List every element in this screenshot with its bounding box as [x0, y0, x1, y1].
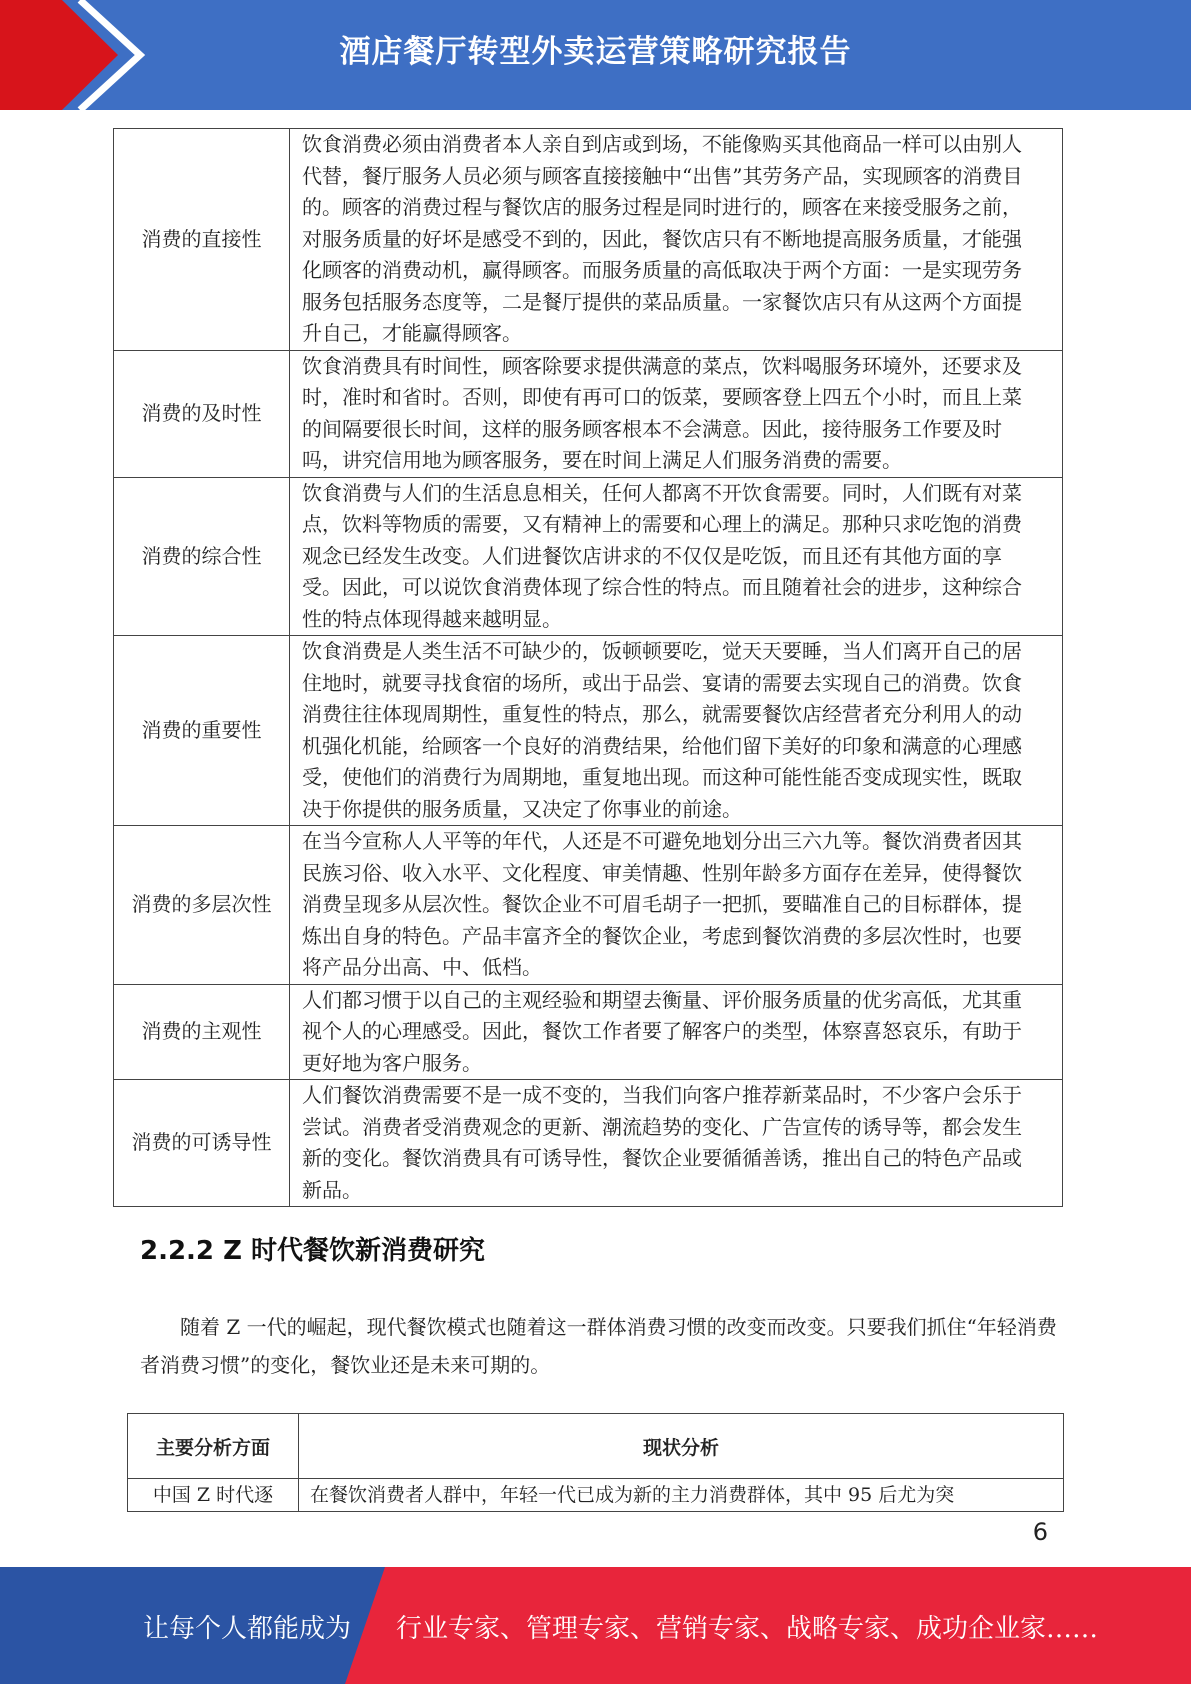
category-cell: 消费的及时性	[114, 350, 290, 477]
column-header: 主要分析方面	[128, 1414, 299, 1479]
column-header: 现状分析	[299, 1414, 1064, 1479]
table-row	[114, 984, 1063, 1080]
footer-slogan-left: 让每个人都能成为	[143, 1614, 352, 1644]
category-cell: 消费的重要性	[114, 636, 290, 826]
table-row	[114, 636, 1063, 826]
table-header-row	[128, 1414, 1064, 1479]
description-cell: 饮食消费与人们的生活息息相关，任何人都离不开饮食需要。同时，人们既有对菜点，饮料等物质的需要，又有精神上的需要和心理上的满足。那种只求吃饱的消费观念已经发生改变。人们进餐饮店讲求的不仅仅是吃饭，而且还有其他方面的享受。因此，可以说饮食消费体现了综合性的特点。而且随着社会的进步，这种综合性的特点体现得越来越明显。	[290, 477, 1063, 636]
category-cell: 消费的多层次性	[114, 826, 290, 985]
page-header	[0, 0, 1191, 110]
page-number: 6	[1032, 1518, 1048, 1546]
footer-slogan-right: 行业专家、管理专家、营销专家、战略专家、成功企业家……	[396, 1614, 1099, 1644]
table-row	[114, 350, 1063, 477]
table-row	[114, 129, 1063, 351]
table-row	[114, 1080, 1063, 1207]
table-cell: 在餐饮消费者人群中，年轻一代已成为新的主力消费群体，其中 95 后尤为突	[299, 1479, 1064, 1512]
category-cell: 消费的主观性	[114, 984, 290, 1080]
description-cell: 在当今宣称人人平等的年代，人还是不可避免地划分出三六九等。餐饮消费者因其民族习俗、收入水平、文化程度、审美情趣、性别年龄多方面存在差异，使得餐饮消费呈现多从层次性。餐饮企业不可眉毛胡子一把抓，要瞄准自己的目标群体，提炼出自身的特色。产品丰富齐全的餐饮企业，考虑到餐饮消费的多层次性时，也要将产品分出高、中、低档。	[290, 826, 1063, 985]
category-cell: 消费的直接性	[114, 129, 290, 351]
description-cell: 人们餐饮消费需要不是一成不变的，当我们向客户推荐新菜品时，不少客户会乐于尝试。消费者受消费观念的更新、潮流趋势的变化、广告宣传的诱导等，都会发生新的变化。餐饮消费具有可诱导性，餐饮企业要循循善诱，推出自己的特色产品或新品。	[290, 1080, 1063, 1207]
category-cell: 消费的综合性	[114, 477, 290, 636]
description-cell: 饮食消费具有时间性，顾客除要求提供满意的菜点，饮料喝服务环境外，还要求及时，准时和省时。否则，即使有再可口的饭菜，要顾客登上四五个小时，而且上菜的间隔要很长时间，这样的服务顾客根本不会满意。因此，接待服务工作要及时吗，讲究信用地为顾客服务，要在时间上满足人们服务消费的需要。	[290, 350, 1063, 477]
description-cell: 饮食消费必须由消费者本人亲自到店或到场，不能像购买其他商品一样可以由别人代替，餐厅服务人员必须与顾客直接接触中“出售”其劳务产品，实现顾客的消费目的。顾客的消费过程与餐饮店的服务过程是同时进行的，顾客在来接受服务之前，对服务质量的好坏是感受不到的，因此，餐饮店只有不断地提高服务质量，才能强化顾客的消费动机，赢得顾客。而服务质量的高低取决于两个方面：一是实现劳务服务包括服务态度等，二是餐厅提供的菜品质量。一家餐饮店只有从这两个方面提升自己，才能赢得顾客。	[290, 129, 1063, 351]
analysis-table	[127, 1413, 1064, 1512]
consumption-characteristics-table	[113, 128, 1063, 1207]
table-row	[114, 477, 1063, 636]
description-cell: 饮食消费是人类生活不可缺少的，饭顿顿要吃，觉天天要睡，当人们离开自己的居住地时，就要寻找食宿的场所，或出于品尝、宴请的需要去实现自己的消费。饮食消费往往体现周期性，重复性的特点，那么，就需要餐饮店经营者充分利用人的动机强化机能，给顾客一个良好的消费结果，给他们留下美好的印象和满意的心理感受，使他们的消费行为周期地，重复地出现。而这种可能性能否变成现实性，既取决于你提供的服务质量，又决定了你事业的前途。	[290, 636, 1063, 826]
report-title: 酒店餐厅转型外卖运营策略研究报告	[339, 34, 852, 70]
table-cell: 中国 Z 时代逐	[128, 1479, 299, 1512]
category-cell: 消费的可诱导性	[114, 1080, 290, 1207]
intro-paragraph: 随着 Z 一代的崛起，现代餐饮模式也随着这一群体消费习惯的改变而改变。只要我们抓住“年轻消费者消费习惯”的变化，餐饮业还是未来可期的。	[140, 1315, 1057, 1377]
table-row	[114, 826, 1063, 985]
section-heading: 2.2.2 Z 时代餐饮新消费研究	[140, 1236, 485, 1266]
description-cell: 人们都习惯于以自己的主观经验和期望去衡量、评价服务质量的优劣高低，尤其重视个人的心理感受。因此，餐饮工作者要了解客户的类型，体察喜怒哀乐，有助于更好地为客户服务。	[290, 984, 1063, 1080]
table-row	[128, 1479, 1064, 1512]
